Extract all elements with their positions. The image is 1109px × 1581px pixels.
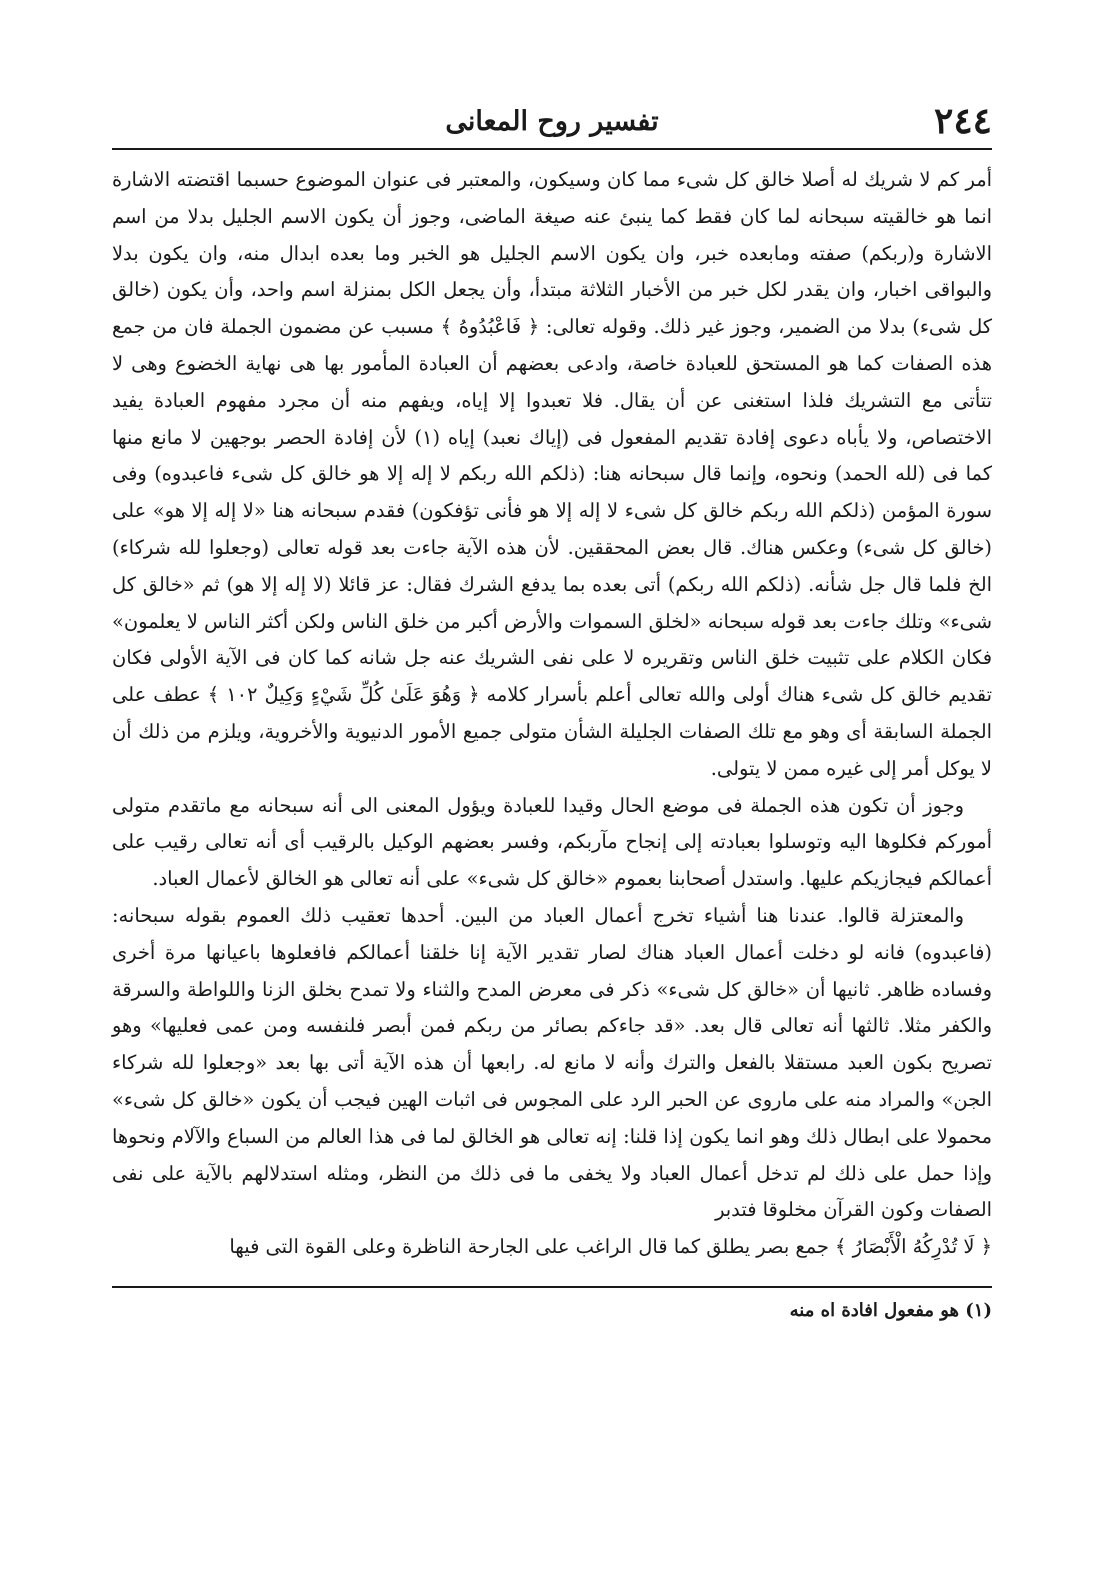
paragraph: والمعتزلة قالوا. عندنا هنا أشياء تخرج أعمال العباد من البين. أحدها تعقيب ذلك العموم بقوله سبحانه: (فاعبدوه) فانه لو دخلت أعمال العباد هناك لصار تقدير الآية إنا خلقنا أعمالكم فافعلوها باعيانها مرة أخرى وفساده ظاهر. ثانيها أن «خالق كل شىء» ذكر فى معرض المدح والثناء ولا تمدح بخلق الزنا واللواطة والسرقة والكفر مثلا. ثالثها أنه تعالى قال بعد. «قد جاءكم بصائر من ربكم فمن أبصر فلنفسه ومن عمى فعليها» وهو تصريح بكون العبد مستقلا بالفعل والترك وأنه لا مانع له. رابعها أن هذه الآية أتى بها بعد «وجعلوا لله شركاء الجن» والمراد منه على ماروى عن الحبر الرد على المجوس فى اثبات الهين فيجب أن يكون «خالق كل شىء» محمولا على ابطال ذلك وهو انما يكون إذا قلنا: إنه تعالى هو الخالق لما فى هذا العالم من السباع والآلام ونحوها وإذا حمل على ذلك لم تدخل أعمال العباد ولا يخفى ما فى ذلك من النظر، ومثله استدلالهم بالآية على نفى الصفات وكون القرآن مخلوقا فتدبر [112, 903, 992, 1222]
paragraph: أمر كم لا شريك له أصلا خالق كل شىء مما كان وسيكون، والمعتبر فى عنوان الموضوع حسبما اقتضته الاشارة انما هو خالقيته سبحانه لما كان فقط كما ينبئ عنه صيغة الماضى، وجوز أن يكون الاسم الجليل بدلا من اسم الاشارة و(ربكم) صفته ومابعده خبر، وان يكون الاسم الجليل هو الخبر وما بعده ابدال منه، وان يكون بدلا والبواقى اخبار، وان يقدر لكل خبر من الأخبار الثلاثة مبتدأ، وأن يجعل الكل بمنزلة اسم واحد، وأن يكون (خالق كل شىء) بدلا من الضمير، وجوز غير ذلك. وقوله تعالى: ﴿ فَاعْبُدُوهُ ﴾ مسبب عن مضمون الجملة فان من جمع هذه الصفات كما هو المستحق للعبادة خاصة، وادعى بعضهم أن العبادة المأمور بها هى نهاية الخضوع وهى لا تتأتى مع التشريك فلذا استغنى عن أن يقال. فلا تعبدوا إلا إياه، ويفهم منه أن مجرد مفهوم العبادة يفيد الاختصاص، ولا يأباه دعوى إفادة تقديم المفعول فى (إياك نعبد) إياه (١) لأن إفادة الحصر بوجهين لا مانع منها كما فى (لله الحمد) ونحوه، وإنما قال سبحانه هنا: (ذلكم الله ربكم لا إله إلا هو خالق كل شىء فاعبدوه) وفى سورة المؤمن (ذلكم الله ربكم خالق كل شىء لا إله إلا هو فأنى تؤفكون) فقدم سبحانه هنا «لا إله إلا هو» على (خالق كل شىء) وعكس هناك. قال بعض المحققين. لأن هذه الآية جاءت بعد قوله تعالى (وجعلوا لله شركاء) الخ فلما قال جل شأنه. (ذلكم الله ربكم) أتى بعده بما يدفع الشرك فقال: عز قائلا (لا إله إلا هو) ثم «خالق كل شىء» وتلك جاءت بعد قوله سبحانه «لخلق السموات والأرض أكبر من خلق الناس ولكن أكثر الناس لا يعلمون» فكان الكلام على تثبيت خلق الناس وتقريره لا على نفى الشريك عنه جل شانه كما كان فى الآية الأولى فكان تقديم خالق كل شىء هناك أولى والله تعالى أعلم بأسرار كلامه ﴿ وَهُوَ عَلَىٰ كُلِّ شَيْءٍ وَكِيلٌ ١٠٢ ﴾ عطف على الجملة السابقة أى وهو مع تلك الصفات الجليلة الشأن متولى جميع الأمور الدنيوية والأخروية، ويلزم من ذلك أن لا يوكل أمر إلى غيره ممن لا يتولى. [112, 168, 992, 780]
running-title: تفسير روح المعانى [445, 106, 659, 137]
page-header [112, 96, 992, 148]
paragraph: ﴿ لَا تُدْرِكُهُ الْأَبْصَارُ ﴾ جمع بصر يطلق كما قال الراغب على الجارحة الناظرة وعلى القوة التى فيها [229, 1235, 992, 1259]
page-number: ٢٤٤ [933, 100, 992, 142]
paragraph: وجوز أن تكون هذه الجملة فى موضع الحال وقيدا للعبادة ويؤول المعنى الى أنه سبحانه مع ماتقدم متولى أموركم فكلوها اليه وتوسلوا بعبادته إلى إنجاح مآربكم، وفسر بعضهم الوكيل بالرقيب أى أنه تعالى رقيب على أعمالكم فيجازيكم عليها. واستدل أصحابنا بعموم «خالق كل شىء» على أنه تعالى هو الخالق لأعمال العباد. [112, 793, 992, 891]
page [112, 96, 992, 1496]
header-rule [112, 148, 992, 150]
body-text [112, 162, 992, 1266]
footnote-rule [112, 1286, 992, 1288]
footnote: (١) هو مفعول افادة اه منه [789, 1299, 992, 1321]
